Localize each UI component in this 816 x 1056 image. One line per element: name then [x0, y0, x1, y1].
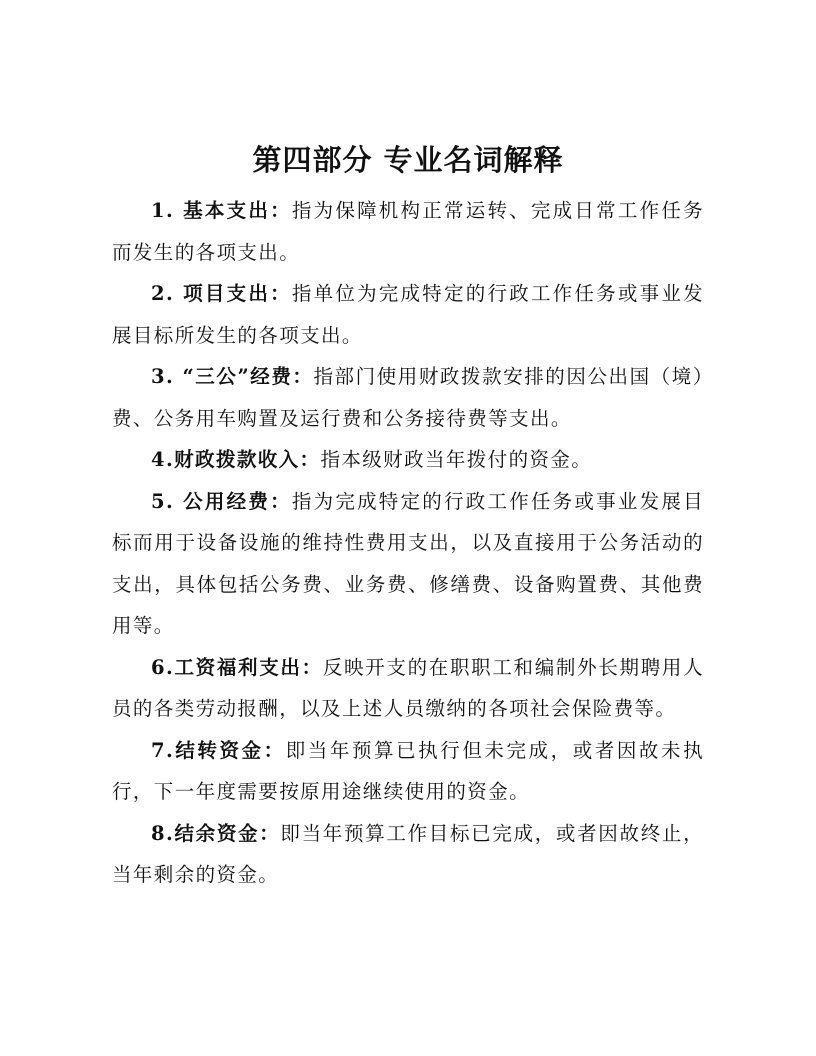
definition-three-public-funds [112, 356, 704, 439]
term-definition: 即当年预算已执行但未完成，或者因故未执行，下一年度需要按原用途继续使用的资金。 [112, 738, 704, 803]
definition-wage-welfare-expenditure [112, 647, 704, 730]
term-label: 8.结余资金： [151, 821, 281, 845]
term-definition: 指为完成特定的行政工作任务或事业发展目标而用于设备设施的维持性费用支出，以及直接用于公务活动的支出，具体包括公务费、业务费、修缮费、设备购置费、其他费用等。 [112, 489, 704, 637]
definition-project-expenditure [112, 273, 704, 356]
term-definition: 反映开支的在职职工和编制外长期聘用人员的各类劳动报酬，以及上述人员缴纳的各项社会保险费等。 [112, 655, 704, 720]
definition-fiscal-appropriation-income [112, 439, 704, 481]
definition-basic-expenditure [112, 190, 704, 273]
definition-carryover-funds [112, 730, 704, 813]
term-label: 7.结转资金： [151, 738, 286, 762]
term-label: 3. “三公”经费： [151, 365, 314, 388]
term-definition: 即当年预算工作目标已完成，或者因故终止，当年剩余的资金。 [112, 821, 704, 886]
term-definition: 指单位为完成特定的行政工作任务或事业发展目标所发生的各项支出。 [112, 282, 704, 347]
term-definition: 指本级财政当年拨付的资金。 [320, 448, 593, 471]
page-title: 第四部分 专业名词解释 [252, 143, 564, 177]
definition-public-funds [112, 481, 704, 647]
term-definition: 指部门使用财政拨款安排的因公出国（境）费、公务用车购置及运行费和公务接待费等支出。 [112, 365, 704, 430]
definition-surplus-funds [112, 813, 704, 896]
term-label: 4.财政拨款收入： [151, 448, 321, 471]
term-definition: 指为保障机构正常运转、完成日常工作任务而发生的各项支出。 [112, 199, 704, 264]
term-label: 6.工资福利支出： [151, 655, 323, 679]
term-label: 2. 项目支出： [151, 282, 292, 305]
term-label: 5. 公用经费： [151, 489, 292, 513]
document-page [112, 140, 704, 896]
term-label: 1. 基本支出： [151, 199, 292, 222]
